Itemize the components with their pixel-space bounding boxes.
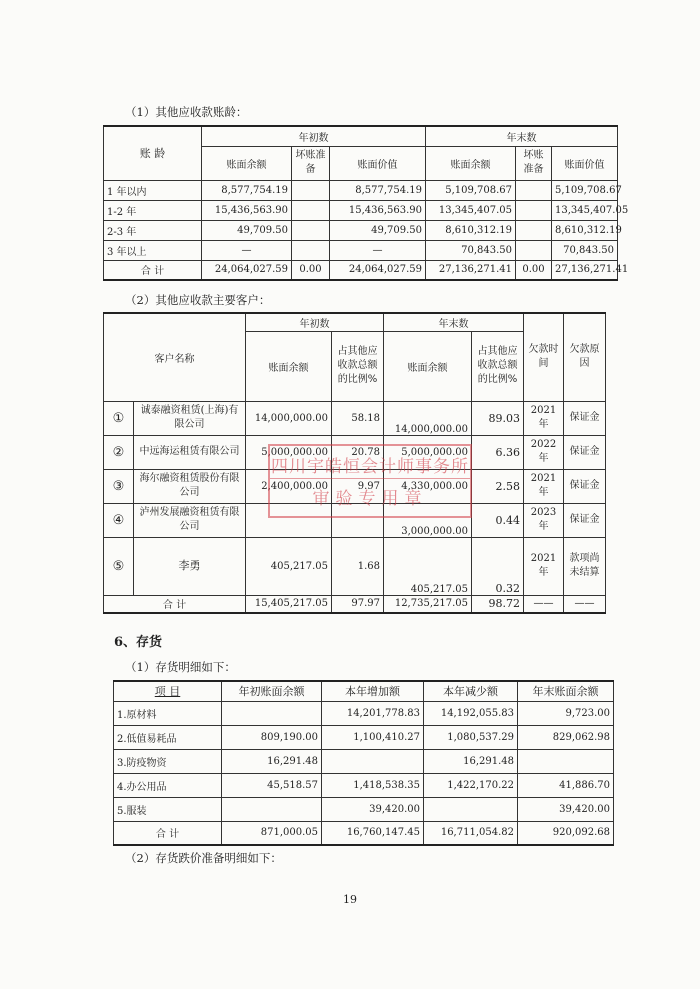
balance-header: 账面余额 bbox=[202, 146, 292, 180]
cell: 14,000,000.00 bbox=[246, 401, 332, 435]
row-label: 3 年以上 bbox=[104, 240, 202, 260]
row-index: ③ bbox=[104, 469, 134, 503]
cell bbox=[516, 220, 552, 240]
cell: 16,760,147.45 bbox=[322, 821, 424, 845]
cell: 2021年 bbox=[524, 469, 564, 503]
cell: 2,400,000.00 bbox=[246, 469, 332, 503]
cell: 2022年 bbox=[524, 435, 564, 469]
cell: 829,062.98 bbox=[518, 725, 614, 749]
cell: 89.03 bbox=[472, 401, 524, 435]
table-row bbox=[114, 773, 614, 797]
cell bbox=[246, 503, 332, 537]
begin-balance-header: 年初账面余额 bbox=[222, 681, 322, 701]
row-index: ② bbox=[104, 435, 134, 469]
cell: 14,201,778.83 bbox=[322, 701, 424, 725]
stamp-line1: 四川宇皓恒会计师事务所 bbox=[271, 457, 469, 477]
table-row bbox=[104, 503, 606, 537]
cell: 1,100,410.27 bbox=[322, 725, 424, 749]
customers-table bbox=[103, 312, 606, 614]
cell: 9.97 bbox=[332, 469, 384, 503]
balance-header: 账面余额 bbox=[384, 331, 472, 401]
end-group-header: 年末数 bbox=[426, 126, 618, 146]
decrease-header: 本年减少额 bbox=[424, 681, 518, 701]
table-row bbox=[104, 401, 606, 435]
cell: 15,436,563.90 bbox=[330, 200, 426, 220]
cell: 39,420.00 bbox=[322, 797, 424, 821]
reason-header: 欠款原因 bbox=[564, 313, 606, 401]
begin-group-header: 年初数 bbox=[202, 126, 426, 146]
cell: 405,217.05 bbox=[246, 537, 332, 595]
cell: 5,109,708.67 bbox=[552, 180, 618, 200]
table-row bbox=[104, 240, 618, 260]
table-row bbox=[104, 537, 606, 595]
cell: 2021年 bbox=[524, 401, 564, 435]
bad-debt-header: 坏账准备 bbox=[292, 146, 330, 180]
increase-header: 本年增加额 bbox=[322, 681, 424, 701]
cell: 保证金 bbox=[564, 435, 606, 469]
total-label: 合 计 bbox=[104, 595, 246, 613]
next-caption: （2）存货跌价准备明细如下： bbox=[125, 851, 282, 865]
cell: 16,291.48 bbox=[424, 749, 518, 773]
cell: 保证金 bbox=[564, 401, 606, 435]
cell bbox=[292, 200, 330, 220]
cell: 9,723.00 bbox=[518, 701, 614, 725]
aging-caption: （1）其他应收款账龄： bbox=[125, 105, 248, 119]
row-label: 5.服装 bbox=[114, 797, 222, 821]
cell bbox=[516, 180, 552, 200]
table-row bbox=[104, 180, 618, 200]
cell: 8,610,312.19 bbox=[552, 220, 618, 240]
time-header: 欠款时间 bbox=[524, 313, 564, 401]
book-value-header: 账面价值 bbox=[552, 146, 618, 180]
cell bbox=[292, 180, 330, 200]
cell bbox=[292, 220, 330, 240]
customer-name: 李勇 bbox=[134, 537, 246, 595]
cell: 405,217.05 bbox=[384, 537, 472, 595]
cell: 5,000,000.00 bbox=[384, 435, 472, 469]
cell: 12,735,217.05 bbox=[384, 595, 472, 613]
cell: 14,000,000.00 bbox=[384, 401, 472, 435]
row-index: ④ bbox=[104, 503, 134, 537]
customers-caption: （2）其他应收款主要客户： bbox=[125, 293, 271, 307]
cell: — bbox=[330, 240, 426, 260]
cell: 24,064,027.59 bbox=[330, 260, 426, 280]
cell: 4,330,000.00 bbox=[384, 469, 472, 503]
cell: 41,886.70 bbox=[518, 773, 614, 797]
total-row bbox=[104, 595, 606, 613]
cell: 保证金 bbox=[564, 503, 606, 537]
table-row bbox=[104, 469, 606, 503]
cell bbox=[516, 200, 552, 220]
cell: 0.32 bbox=[472, 537, 524, 595]
cell: 0.00 bbox=[292, 260, 330, 280]
cell: 款项尚未结算 bbox=[564, 537, 606, 595]
cell: 8,610,312.19 bbox=[426, 220, 516, 240]
cell: 920,092.68 bbox=[518, 821, 614, 845]
cell: 27,136,271.41 bbox=[552, 260, 618, 280]
cell bbox=[222, 701, 322, 725]
row-label: 2.低值易耗品 bbox=[114, 725, 222, 749]
table-row bbox=[114, 725, 614, 749]
total-label: 合 计 bbox=[104, 260, 202, 280]
cell: 39,420.00 bbox=[518, 797, 614, 821]
row-label: 1 年以内 bbox=[104, 180, 202, 200]
cell: 保证金 bbox=[564, 469, 606, 503]
cell: 70,843.50 bbox=[426, 240, 516, 260]
cell: 15,405,217.05 bbox=[246, 595, 332, 613]
ratio-header: 占其他应收款总额的比例% bbox=[472, 331, 524, 401]
cell: 20.78 bbox=[332, 435, 384, 469]
row-label: 1-2 年 bbox=[104, 200, 202, 220]
inventory-heading: 6、存货 bbox=[114, 635, 163, 650]
table-row bbox=[104, 435, 606, 469]
end-balance-header: 年末账面余额 bbox=[518, 681, 614, 701]
cell: 8,577,754.19 bbox=[330, 180, 426, 200]
cell: 24,064,027.59 bbox=[202, 260, 292, 280]
table-row bbox=[104, 220, 618, 240]
cell: 49,709.50 bbox=[202, 220, 292, 240]
cell: 1,422,170.22 bbox=[424, 773, 518, 797]
begin-group-header: 年初数 bbox=[246, 313, 384, 331]
cell: —— bbox=[524, 595, 564, 613]
cell: 871,000.05 bbox=[222, 821, 322, 845]
cell: 0.44 bbox=[472, 503, 524, 537]
cell: 98.72 bbox=[472, 595, 524, 613]
cell: 49,709.50 bbox=[330, 220, 426, 240]
cell: 2021年 bbox=[524, 537, 564, 595]
row-label: 2-3 年 bbox=[104, 220, 202, 240]
total-row bbox=[114, 821, 614, 845]
row-label: 1.原材料 bbox=[114, 701, 222, 725]
customer-name: 中远海运租赁有限公司 bbox=[134, 435, 246, 469]
inventory-caption: （1）存货明细如下： bbox=[125, 660, 236, 674]
cell: 27,136,271.41 bbox=[426, 260, 516, 280]
cell: 70,843.50 bbox=[552, 240, 618, 260]
bad-debt-header: 坏账准备 bbox=[516, 146, 552, 180]
book-value-header: 账面价值 bbox=[330, 146, 426, 180]
cell: 15,436,563.90 bbox=[202, 200, 292, 220]
cell bbox=[292, 240, 330, 260]
customer-name-header: 客户名称 bbox=[104, 313, 246, 401]
total-row bbox=[104, 260, 618, 280]
cell bbox=[332, 503, 384, 537]
ratio-header: 占其他应收款总额的比例% bbox=[332, 331, 384, 401]
aging-table bbox=[103, 125, 629, 281]
balance-header: 账面余额 bbox=[246, 331, 332, 401]
cell: 58.18 bbox=[332, 401, 384, 435]
table-row bbox=[114, 749, 614, 773]
stamp-line2: 审验专用章 bbox=[312, 489, 428, 509]
end-group-header: 年末数 bbox=[384, 313, 524, 331]
cell: 45,518.57 bbox=[222, 773, 322, 797]
cell: 16,711,054.82 bbox=[424, 821, 518, 845]
cell: 809,190.00 bbox=[222, 725, 322, 749]
cell: 5,109,708.67 bbox=[426, 180, 516, 200]
row-label: 3.防疫物资 bbox=[114, 749, 222, 773]
cell: 6.36 bbox=[472, 435, 524, 469]
item-header: 项 目 bbox=[114, 681, 222, 701]
customer-name: 海尔融资租赁股份有限公司 bbox=[134, 469, 246, 503]
table-row bbox=[114, 701, 614, 725]
cell: 1,080,537.29 bbox=[424, 725, 518, 749]
age-header: 账 龄 bbox=[104, 126, 202, 180]
cell: 16,291.48 bbox=[222, 749, 322, 773]
cell bbox=[424, 797, 518, 821]
cell: 3,000,000.00 bbox=[384, 503, 472, 537]
row-index: ⑤ bbox=[104, 537, 134, 595]
cell: 13,345,407.05 bbox=[426, 200, 516, 220]
cell: 13,345,407.05 bbox=[552, 200, 618, 220]
cell bbox=[516, 240, 552, 260]
cell: 14,192,055.83 bbox=[424, 701, 518, 725]
cell: — bbox=[202, 240, 292, 260]
inventory-table bbox=[113, 680, 614, 846]
table-row bbox=[114, 797, 614, 821]
total-label: 合 计 bbox=[114, 821, 222, 845]
cell bbox=[222, 797, 322, 821]
cell: 2023年 bbox=[524, 503, 564, 537]
customer-name: 泸州发展融资租赁有限公司 bbox=[134, 503, 246, 537]
row-index: ① bbox=[104, 401, 134, 435]
page-number: 19 bbox=[343, 893, 357, 906]
cell: 5,000,000.00 bbox=[246, 435, 332, 469]
table-row bbox=[104, 200, 618, 220]
cell: 2.58 bbox=[472, 469, 524, 503]
cell bbox=[518, 749, 614, 773]
cell: 1.68 bbox=[332, 537, 384, 595]
cell bbox=[322, 749, 424, 773]
cell: 0.00 bbox=[516, 260, 552, 280]
balance-header: 账面余额 bbox=[426, 146, 516, 180]
customer-name: 诚泰融资租赁(上海)有限公司 bbox=[134, 401, 246, 435]
cell: 97.97 bbox=[332, 595, 384, 613]
cell: —— bbox=[564, 595, 606, 613]
cell: 1,418,538.35 bbox=[322, 773, 424, 797]
row-label: 4.办公用品 bbox=[114, 773, 222, 797]
cell: 8,577,754.19 bbox=[202, 180, 292, 200]
